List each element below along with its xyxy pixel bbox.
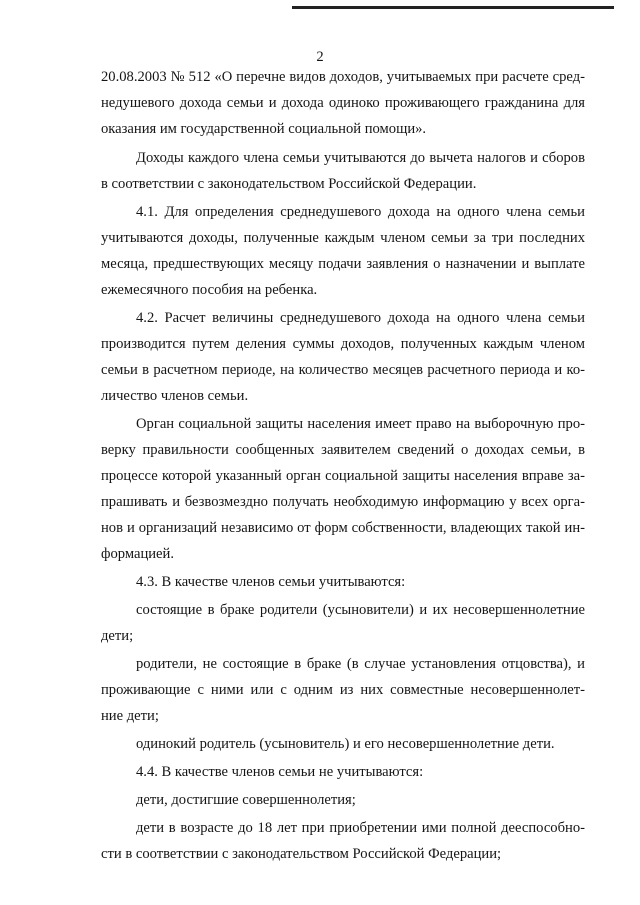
text-line: процессе которой указанный орган социальной защиты населения вправе за- xyxy=(101,468,585,484)
text-line: 4.2. Расчет величины среднедушевого дохода на одного члена семьи xyxy=(136,310,585,326)
top-rule xyxy=(292,6,614,9)
text-line: состоящие в браке родители (усыновители) и их несовершеннолетние xyxy=(136,602,585,618)
text-line: проживающие с ними или с одним из них совместные несовершеннолет- xyxy=(101,682,585,698)
text-line: сти в соответствии с законодательством Российской Федерации; xyxy=(101,846,502,862)
text-line: личество членов семьи. xyxy=(101,388,249,404)
text-line: верку правильности сообщенных заявителем сведений о доходах семьи, в xyxy=(101,442,585,458)
text-line: дети, достигшие совершеннолетия; xyxy=(136,792,356,808)
text-line: 4.3. В качестве членов семьи учитываются: xyxy=(136,574,406,590)
text-line: ние дети; xyxy=(101,708,159,724)
text-line: 4.4. В качестве членов семьи не учитываются: xyxy=(136,764,424,780)
text-line: ежемесячного пособия на ребенка. xyxy=(101,282,318,298)
text-line: производится путем деления суммы доходов, полученных каждым членом xyxy=(101,336,585,352)
text-line: семьи в расчетном периоде, на количество месяцев расчетного периода и ко- xyxy=(101,362,585,378)
text-line: Орган социальной защиты населения имеет право на выборочную про- xyxy=(136,416,585,432)
text-line: 4.1. Для определения среднедушевого дохода на одного члена семьи xyxy=(136,204,585,220)
text-line: формацией. xyxy=(101,546,174,562)
text-line: 20.08.2003 № 512 «О перечне видов доходов, учитываемых при расчете сред- xyxy=(101,69,585,85)
text-line: нов и организаций независимо от форм собственности, владеющих такой ин- xyxy=(101,520,585,536)
text-line: прашивать и безвозмездно получать необходимую информацию у всех орга- xyxy=(101,494,585,510)
text-line: недушевого дохода семьи и дохода одиноко проживающего гражданина для xyxy=(101,95,585,111)
text-line: дети в возрасте до 18 лет при приобретении ими полной дееспособно- xyxy=(136,820,585,836)
text-line: родители, не состоящие в браке (в случае установления отцовства), и xyxy=(136,656,585,672)
text-line: оказания им государственной социальной помощи». xyxy=(101,121,427,137)
text-line: Доходы каждого члена семьи учитываются до вычета налогов и сборов xyxy=(136,150,585,166)
text-line: одинокий родитель (усыновитель) и его несовершеннолетние дети. xyxy=(136,736,555,752)
text-line: в соответствии с законодательством Российской Федерации. xyxy=(101,176,477,192)
text-line: учитываются доходы, полученные каждым членом семьи за три последних xyxy=(101,230,585,246)
text-line: дети; xyxy=(101,628,134,644)
page-number: 2 xyxy=(316,49,324,65)
text-line: месяца, предшествующих месяцу подачи заявления о назначении и выплате xyxy=(101,256,585,272)
